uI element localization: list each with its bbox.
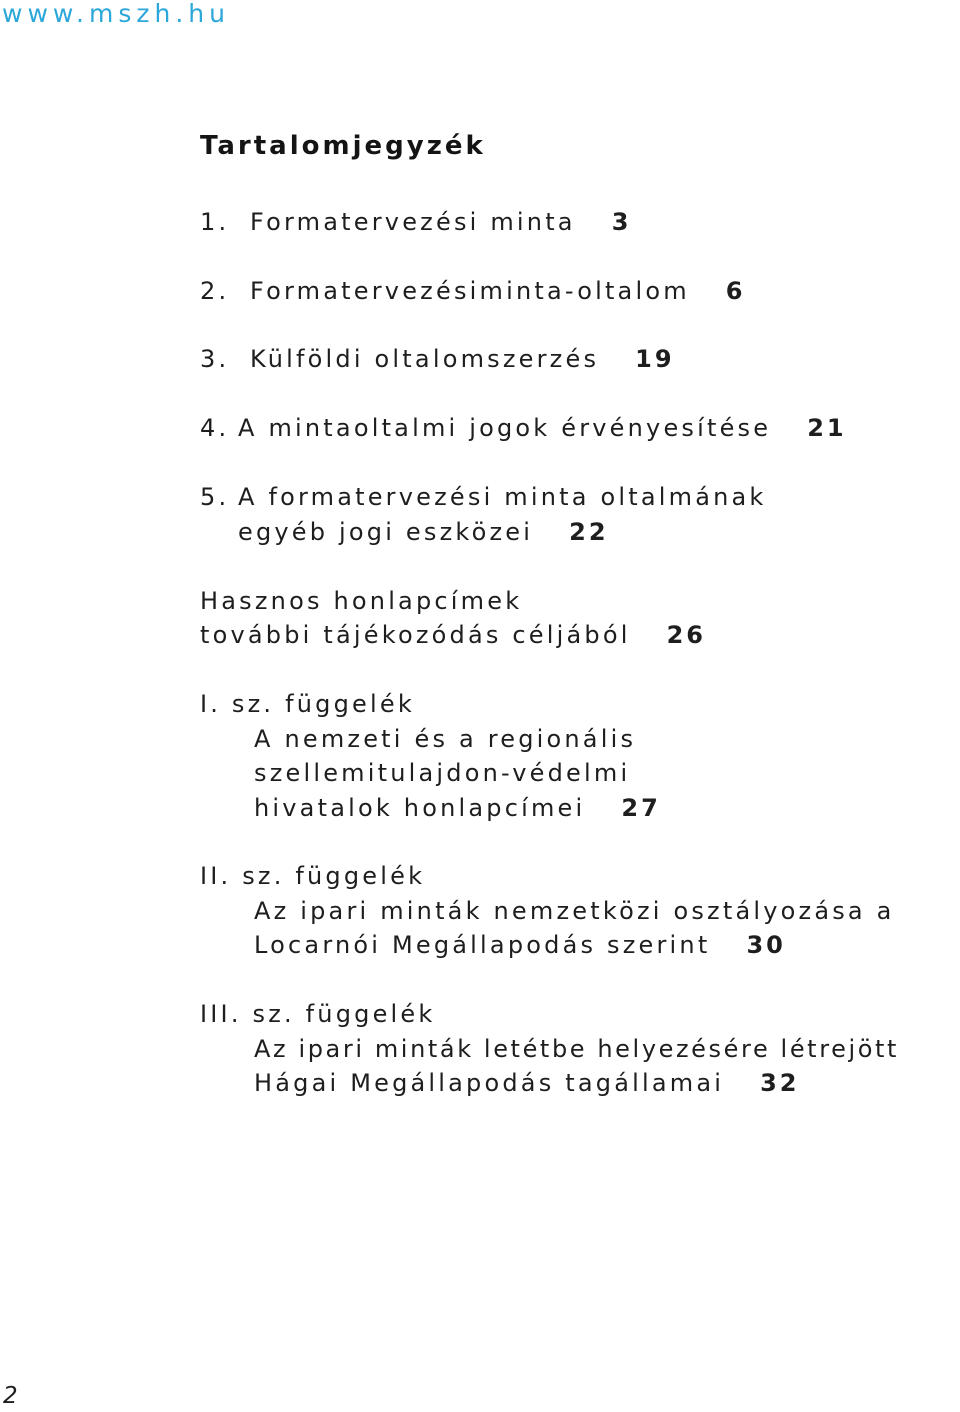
appendix-text: hivatalok honlapcímei <box>254 794 586 822</box>
toc-links-heading[interactable] <box>200 589 522 613</box>
appendix-text: szellemitulajdon-védelmi <box>254 759 631 787</box>
toc-item-5-cont[interactable] <box>238 520 609 544</box>
site-url[interactable]: www.mszh.hu <box>2 0 230 28</box>
toc-item-1[interactable] <box>200 210 631 234</box>
appendix-page: 27 <box>621 794 661 822</box>
appendix-1-label[interactable] <box>200 692 415 716</box>
toc-item-page: 6 <box>725 277 746 305</box>
appendix-text: Az ipari minták letétbe helyezésére létrejött <box>254 1035 900 1063</box>
appendix-2-line <box>254 933 786 957</box>
appendix-2-line <box>254 899 895 923</box>
appendix-2-label[interactable] <box>200 864 425 888</box>
toc-item-text: egyéb jogi eszközei <box>238 518 534 546</box>
appendix-3-line <box>254 1037 899 1061</box>
toc-item-text: Formatervezésiminta-oltalom <box>250 277 690 305</box>
toc-item-5[interactable] <box>200 485 767 509</box>
toc-item-page: 21 <box>807 414 847 442</box>
appendix-text: Az ipari minták nemzetközi osztályozása a <box>254 897 895 925</box>
toc-item-page: 22 <box>569 518 609 546</box>
appendix-label: II. sz. függelék <box>200 862 426 890</box>
toc-title: Tartalomjegyzék <box>200 131 486 161</box>
appendix-1-line <box>254 727 636 751</box>
page-number: 2 <box>3 1383 18 1409</box>
appendix-text: A nemzeti és a regionális <box>254 725 637 753</box>
toc-item-number: 3. <box>200 345 230 373</box>
appendix-page: 32 <box>760 1069 800 1097</box>
appendix-1-line <box>254 761 630 785</box>
appendix-page: 30 <box>746 931 786 959</box>
toc-item-3[interactable] <box>200 347 675 371</box>
appendix-text: Hágai Megállapodás tagállamai <box>254 1069 725 1097</box>
toc-links-page: 26 <box>666 621 706 649</box>
toc-item-number: 2. <box>200 277 230 305</box>
toc-item-text: Formatervezési minta <box>250 208 576 236</box>
appendix-label: I. sz. függelék <box>200 690 415 718</box>
toc-links-subtitle[interactable] <box>200 623 706 647</box>
appendix-3-label[interactable] <box>200 1002 435 1026</box>
toc-item-text: Külföldi oltalomszerzés <box>250 345 600 373</box>
toc-links-line2: további tájékozódás céljából <box>200 621 631 649</box>
appendix-text: Locarnói Megállapodás szerint <box>254 931 711 959</box>
toc-item-page: 19 <box>635 345 675 373</box>
toc-links-line1: Hasznos honlapcímek <box>200 587 523 615</box>
toc-item-text: A formatervezési minta oltalmának <box>238 483 767 511</box>
toc-item-4[interactable] <box>200 416 847 440</box>
appendix-3-line <box>254 1071 800 1095</box>
toc-item-number: 4. <box>200 414 230 442</box>
appendix-label: III. sz. függelék <box>200 1000 436 1028</box>
appendix-1-line <box>254 796 661 820</box>
toc-item-number: 5. <box>200 483 230 511</box>
toc-item-text: A mintaoltalmi jogok érvényesítése <box>238 414 772 442</box>
toc-item-page: 3 <box>611 208 632 236</box>
toc-item-number: 1. <box>200 208 230 236</box>
toc-item-2[interactable] <box>200 279 746 303</box>
